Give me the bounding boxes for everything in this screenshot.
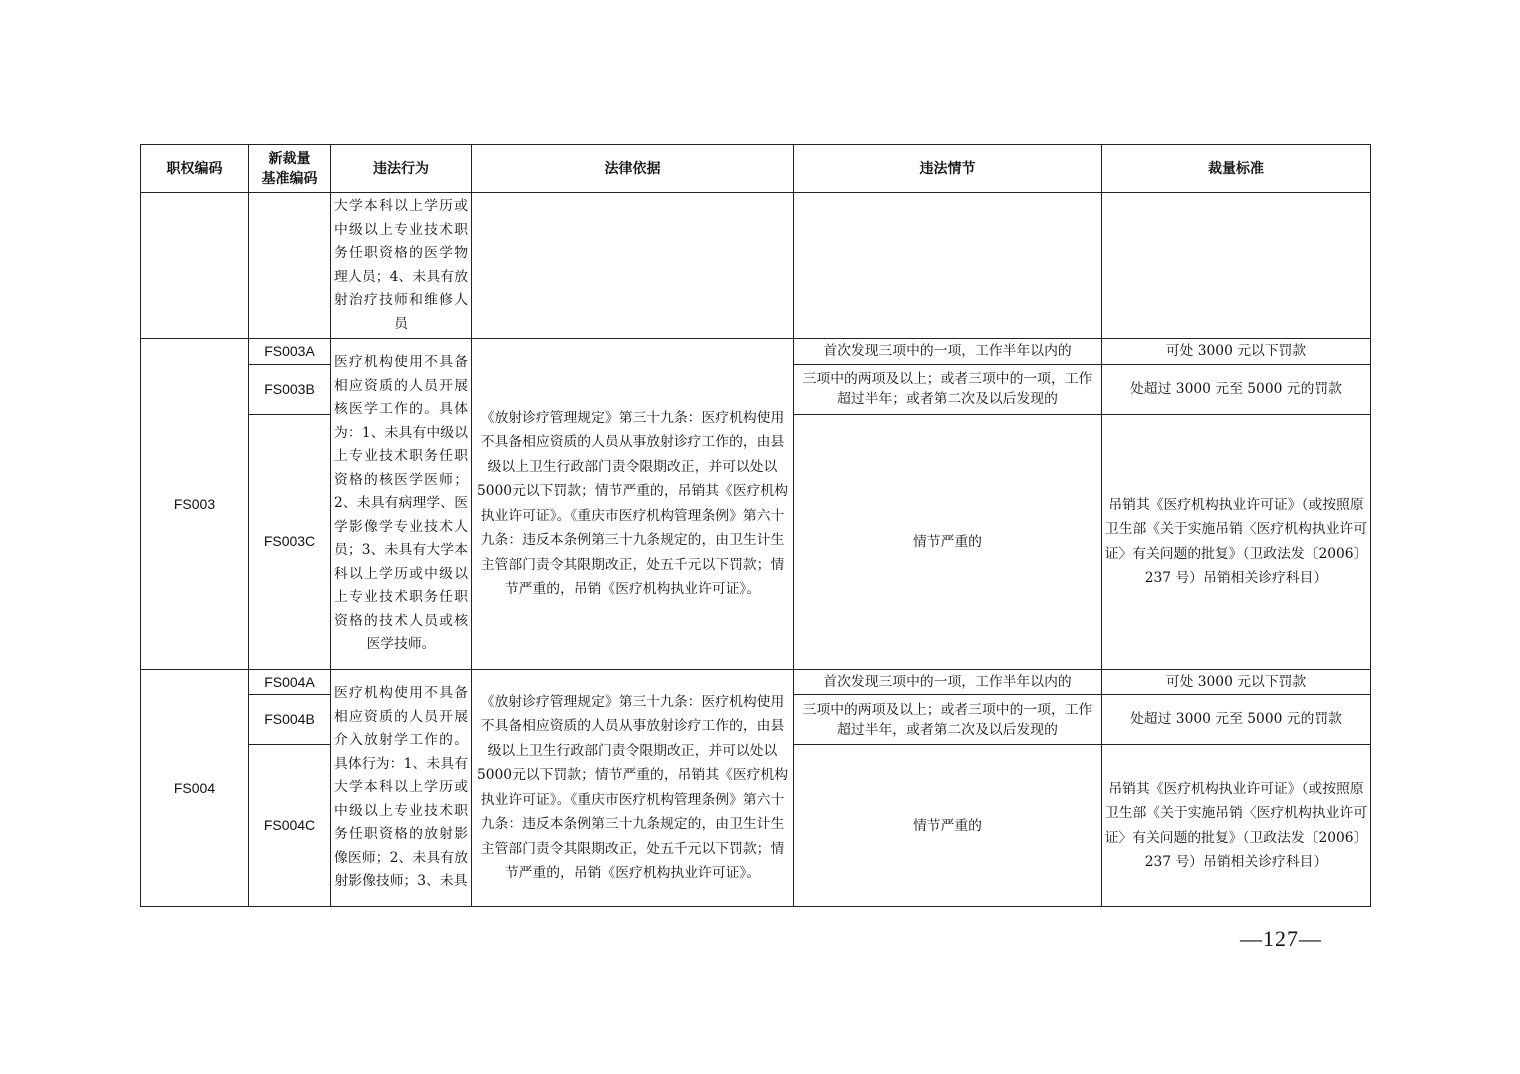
violation-behavior-cell: 医疗机构使用不具备相应资质的人员开展核医学工作的。具体为：1、未具有中级以上专业技术职务任职资格的核医学医师；2、未具有病理学、医学影像学专业技术人员；3、未具有大学本科以上学历或中级以上专业技术职务任职资格的技术人员或核医学技师。	[331, 339, 472, 670]
benchmark-code-cell: FS004C	[249, 745, 331, 907]
violation-circumstance-cell: 三项中的两项及以上；或者三项中的一项，工作超过半年，或者第二次及以后发现的	[794, 695, 1102, 745]
page-number: —127—	[1240, 926, 1322, 951]
empty-cell	[472, 193, 794, 339]
benchmark-code-cell: FS003C	[249, 414, 331, 669]
header-legal-basis: 法律依据	[472, 145, 794, 193]
discretion-standard-cell: 吊销其《医疗机构执业许可证》（或按照原卫生部《关于实施吊销〈医疗机构执业许可证〉有关问题的批复》（卫政法发〔2006〕237 号）吊销相关诊疗科目）	[1102, 745, 1371, 907]
violation-behavior-cell: 大学本科以上学历或中级以上专业技术职务任职资格的医学物理人员；4、未具有放射治疗技师和维修人员	[331, 193, 472, 339]
violation-circumstance-cell: 首次发现三项中的一项，工作半年以内的	[794, 669, 1102, 695]
authority-code-cell: FS004	[141, 669, 249, 907]
discretion-standard-cell: 处超过 3000 元至 5000 元的罚款	[1102, 364, 1371, 414]
violation-circumstance-cell: 情节严重的	[794, 745, 1102, 907]
penalty-standards-table-wrap	[140, 144, 1370, 907]
benchmark-code-cell: FS003A	[249, 339, 331, 365]
violation-behavior-cell: 医疗机构使用不具备相应资质的人员开展介入放射学工作的。具体行为：1、未具有大学本科以上学历或中级以上专业技术职务任职资格的放射影像医师；2、未具有放射影像技师；3、未具	[331, 669, 472, 907]
header-violation-behavior: 违法行为	[331, 145, 472, 193]
header-new-benchmark-code: 新裁量 基准编码	[249, 145, 331, 193]
benchmark-code-cell: FS004A	[249, 669, 331, 695]
discretion-standard-cell: 处超过 3000 元至 5000 元的罚款	[1102, 695, 1371, 745]
header-row	[141, 145, 1371, 193]
header-authority-code: 职权编码	[141, 145, 249, 193]
authority-code-cell: FS003	[141, 339, 249, 670]
legal-basis-cell: 《放射诊疗管理规定》第三十九条：医疗机构使用不具备相应资质的人员从事放射诊疗工作的，由县级以上卫生行政部门责令限期改正，并可以处以5000元以下罚款；情节严重的，吊销其《医疗机构执业许可证》。《重庆市医疗机构管理条例》第六十九条：违反本条例第三十九条规定的，由卫生计生主管部门责令其限期改正，处五千元以下罚款；情节严重的，吊销《医疗机构执业许可证》。	[472, 339, 794, 670]
legal-basis-cell: 《放射诊疗管理规定》第三十九条：医疗机构使用不具备相应资质的人员从事放射诊疗工作的，由县级以上卫生行政部门责令限期改正，并可以处以5000元以下罚款；情节严重的，吊销其《医疗机构执业许可证》。《重庆市医疗机构管理条例》第六十九条：违反本条例第三十九条规定的，由卫生计生主管部门责令其限期改正，处五千元以下罚款；情节严重的，吊销《医疗机构执业许可证》。	[472, 669, 794, 907]
header-discretion-standard: 裁量标准	[1102, 145, 1371, 193]
benchmark-code-cell: FS003B	[249, 364, 331, 414]
empty-cell	[141, 193, 249, 339]
table-row	[141, 339, 1371, 365]
benchmark-code-cell: FS004B	[249, 695, 331, 745]
table-row	[141, 669, 1371, 695]
discretion-standard-cell: 可处 3000 元以下罚款	[1102, 339, 1371, 365]
empty-cell	[794, 193, 1102, 339]
empty-cell	[1102, 193, 1371, 339]
violation-circumstance-cell: 情节严重的	[794, 414, 1102, 669]
table-row-continuation	[141, 193, 1371, 339]
penalty-standards-table	[140, 144, 1371, 907]
violation-circumstance-cell: 三项中的两项及以上；或者三项中的一项，工作超过半年；或者第二次及以后发现的	[794, 364, 1102, 414]
empty-cell	[249, 193, 331, 339]
discretion-standard-cell: 可处 3000 元以下罚款	[1102, 669, 1371, 695]
discretion-standard-cell: 吊销其《医疗机构执业许可证》（或按照原卫生部《关于实施吊销〈医疗机构执业许可证〉有关问题的批复》（卫政法发〔2006〕237 号）吊销相关诊疗科目）	[1102, 414, 1371, 669]
header-violation-circumstance: 违法情节	[794, 145, 1102, 193]
violation-circumstance-cell: 首次发现三项中的一项，工作半年以内的	[794, 339, 1102, 365]
